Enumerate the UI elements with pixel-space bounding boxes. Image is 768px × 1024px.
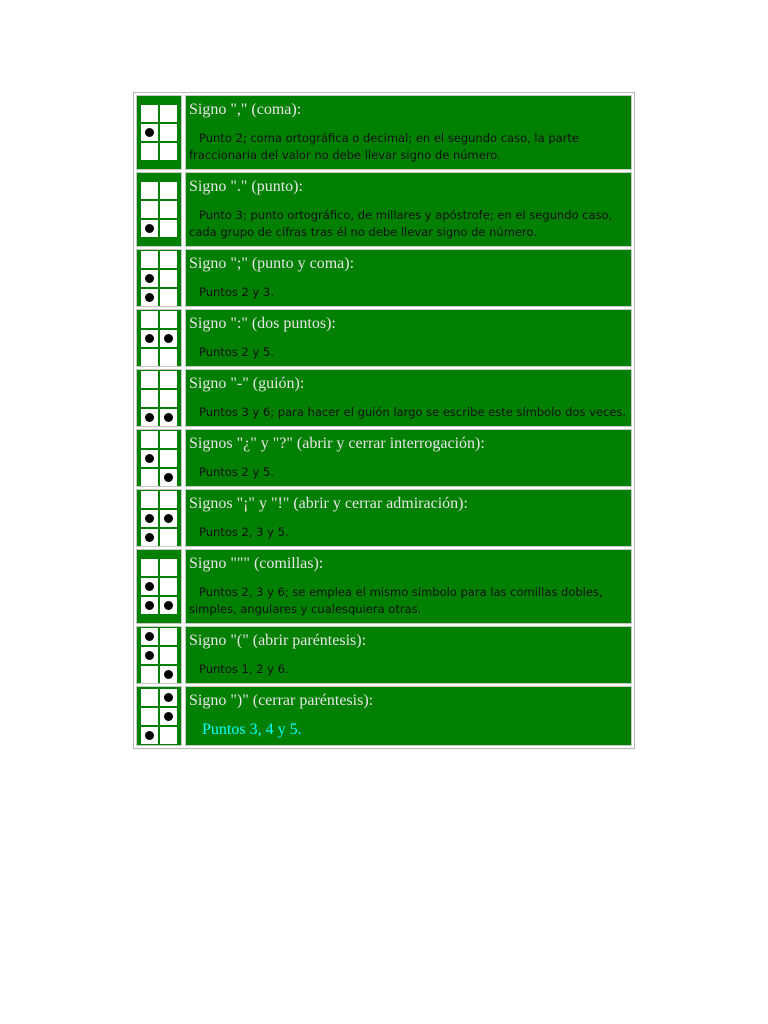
sign-title: Signo ")" (cerrar paréntesis): <box>189 692 374 709</box>
braille-dot-empty <box>160 105 177 122</box>
braille-dot-empty <box>160 371 177 388</box>
braille-dot-empty <box>160 559 177 576</box>
description-cell <box>185 686 632 746</box>
braille-symbol-cell <box>136 309 182 367</box>
braille-dot-raised <box>141 330 158 347</box>
description-cell <box>185 95 632 170</box>
table-row <box>136 686 632 746</box>
braille-dot-empty <box>141 431 158 448</box>
description-cell <box>185 549 632 624</box>
sign-title: Signo ":" (dos puntos): <box>189 315 336 332</box>
description-cell <box>185 626 632 684</box>
braille-dot-raised <box>141 597 158 614</box>
braille-dot-empty <box>160 349 177 366</box>
braille-dot-raised <box>141 647 158 664</box>
table-row <box>136 429 632 487</box>
braille-cell-icon <box>141 182 177 237</box>
description-cell <box>185 172 632 247</box>
braille-dot-empty <box>160 647 177 664</box>
braille-punctuation-table <box>133 92 635 749</box>
braille-dot-empty <box>160 727 177 744</box>
braille-symbol-cell <box>136 249 182 307</box>
braille-dot-raised <box>141 270 158 287</box>
table-row <box>136 309 632 367</box>
braille-dot-raised <box>160 469 177 486</box>
braille-cell-icon <box>141 105 177 160</box>
sign-title: Signo "-" (guión): <box>189 375 305 392</box>
table-row <box>136 369 632 427</box>
braille-dot-raised <box>160 409 177 426</box>
sign-description: Puntos 2, 3 y 6; se emplea el mismo símbolo para las comillas dobles, simples, angulares y cualesquiera otras. <box>189 585 603 616</box>
braille-dot-raised <box>141 529 158 546</box>
braille-dot-empty <box>160 220 177 237</box>
braille-dot-raised <box>141 628 158 645</box>
braille-dot-empty <box>160 491 177 508</box>
table-row <box>136 626 632 684</box>
braille-symbol-cell <box>136 549 182 624</box>
sign-description: Puntos 2 y 5. <box>199 465 274 479</box>
braille-cell-icon <box>141 431 177 486</box>
sign-description: Puntos 1, 2 y 6. <box>199 662 289 676</box>
braille-symbol-cell <box>136 686 182 746</box>
braille-dot-empty <box>141 559 158 576</box>
braille-dot-empty <box>141 469 158 486</box>
braille-dot-empty <box>160 124 177 141</box>
braille-symbol-cell <box>136 626 182 684</box>
braille-dot-raised <box>160 666 177 683</box>
braille-symbol-cell <box>136 369 182 427</box>
braille-dot-empty <box>160 143 177 160</box>
braille-symbol-cell <box>136 95 182 170</box>
sign-title: Signo ";" (punto y coma): <box>189 255 355 272</box>
braille-dot-raised <box>141 409 158 426</box>
braille-cell-icon <box>141 251 177 306</box>
description-cell <box>185 489 632 547</box>
table-row <box>136 549 632 624</box>
sign-title: Signo "," (coma): <box>189 101 302 118</box>
braille-cell-icon <box>141 311 177 366</box>
sign-description: Puntos 2 y 5. <box>199 345 274 359</box>
braille-dot-raised <box>141 450 158 467</box>
braille-symbol-cell <box>136 489 182 547</box>
sign-description: Puntos 3 y 6; para hacer el guión largo se escribe este símbolo dos veces. <box>199 405 627 419</box>
braille-cell-icon <box>141 371 177 426</box>
braille-symbol-cell <box>136 429 182 487</box>
braille-dot-empty <box>160 578 177 595</box>
sign-description: Puntos 2, 3 y 5. <box>199 525 289 539</box>
braille-dot-raised <box>141 289 158 306</box>
sign-description: Punto 2; coma ortográfica o decimal; en el segundo caso, la parte fraccionaria del valor no debe llevar signo de número. <box>189 131 579 162</box>
braille-dot-empty <box>160 431 177 448</box>
braille-dot-empty <box>141 689 158 706</box>
description-cell <box>185 369 632 427</box>
description-cell <box>185 249 632 307</box>
braille-dot-empty <box>141 251 158 268</box>
braille-dot-raised <box>141 578 158 595</box>
description-cell <box>185 309 632 367</box>
braille-dot-empty <box>141 311 158 328</box>
braille-dot-raised <box>160 510 177 527</box>
sign-title: Signo "." (punto): <box>189 178 303 195</box>
braille-dot-empty <box>141 666 158 683</box>
braille-cell-icon <box>141 689 177 744</box>
sign-title: Signos "¡" y "!" (abrir y cerrar admiración): <box>189 495 468 512</box>
braille-dot-empty <box>160 201 177 218</box>
braille-dot-raised <box>141 727 158 744</box>
sign-description: Puntos 2 y 3. <box>199 285 274 299</box>
description-cell <box>185 429 632 487</box>
sign-description: Puntos 3, 4 y 5. <box>202 721 302 738</box>
table-row <box>136 489 632 547</box>
sign-description: Punto 3; punto ortográfico, de millares y apóstrofe; en el segundo caso, cada grupo de cifras tras él no debe llevar signo de número. <box>189 208 613 239</box>
braille-dot-empty <box>141 371 158 388</box>
braille-dot-empty <box>160 270 177 287</box>
table-row <box>136 95 632 170</box>
braille-dot-empty <box>160 529 177 546</box>
braille-dot-raised <box>141 124 158 141</box>
sign-title: Signos "¿" y "?" (abrir y cerrar interrogación): <box>189 435 485 452</box>
braille-dot-empty <box>141 105 158 122</box>
braille-dot-empty <box>141 143 158 160</box>
braille-dot-raised <box>141 510 158 527</box>
braille-dot-raised <box>160 708 177 725</box>
braille-symbol-cell <box>136 172 182 247</box>
braille-dot-raised <box>160 689 177 706</box>
sign-title: Signo """ (comillas): <box>189 555 324 572</box>
braille-cell-icon <box>141 491 177 546</box>
braille-dot-empty <box>160 182 177 199</box>
braille-dot-raised <box>160 597 177 614</box>
braille-dot-empty <box>141 390 158 407</box>
braille-dot-raised <box>141 220 158 237</box>
braille-dot-empty <box>141 201 158 218</box>
sign-title: Signo "(" (abrir paréntesis): <box>189 632 367 649</box>
braille-dot-empty <box>160 311 177 328</box>
braille-dot-empty <box>141 491 158 508</box>
braille-dot-empty <box>160 289 177 306</box>
braille-cell-icon <box>141 559 177 614</box>
braille-dot-empty <box>160 251 177 268</box>
braille-dot-empty <box>160 450 177 467</box>
braille-dot-empty <box>141 708 158 725</box>
braille-cell-icon <box>141 628 177 683</box>
table-row <box>136 249 632 307</box>
braille-dot-empty <box>160 628 177 645</box>
braille-dot-empty <box>141 349 158 366</box>
braille-dot-empty <box>141 182 158 199</box>
braille-dot-empty <box>160 390 177 407</box>
table-row <box>136 172 632 247</box>
braille-dot-raised <box>160 330 177 347</box>
